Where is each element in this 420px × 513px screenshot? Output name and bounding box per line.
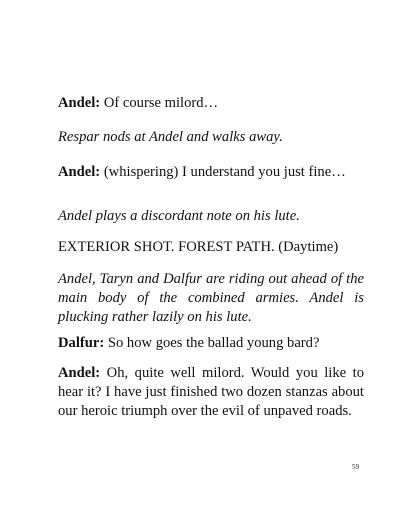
speaker-name: Dalfur: — [58, 335, 105, 351]
dialogue-dalfur — [58, 334, 364, 353]
stage-direction-text: Andel plays a discordant note on his lute. — [58, 208, 300, 224]
stage-direction-2 — [58, 207, 364, 226]
scene-heading-text: EXTERIOR SHOT. FOREST PATH. (Daytime) — [58, 239, 339, 255]
dialogue-text: So how goes the ballad young bard? — [104, 335, 320, 351]
dialogue-text: Oh, quite well milord. Would you like to hear it? I have just finished two dozen stanzas about our heroic triumph over the evil of unpaved roads. — [58, 365, 364, 419]
stage-direction-text: Andel, Taryn and Dalfur are riding out ahead of the main body of the combined armies. Andel is plucking rather lazily on his lute. — [58, 271, 364, 325]
dialogue-text: (whispering) I understand you just fine… — [100, 164, 346, 180]
speaker-name: Andel: — [58, 365, 101, 381]
page-number: 59 — [352, 463, 359, 471]
dialogue-text: Of course milord… — [100, 95, 219, 111]
dialogue-andel-1 — [58, 94, 364, 113]
speaker-name: Andel: — [58, 95, 101, 111]
dialogue-andel-2 — [58, 163, 364, 182]
dialogue-andel-3 — [58, 364, 364, 421]
stage-direction-text: Respar nods at Andel and walks away. — [58, 129, 283, 145]
scene-heading — [58, 238, 364, 257]
stage-direction-3 — [58, 270, 364, 327]
speaker-name: Andel: — [58, 164, 101, 180]
stage-direction-1 — [58, 128, 364, 147]
